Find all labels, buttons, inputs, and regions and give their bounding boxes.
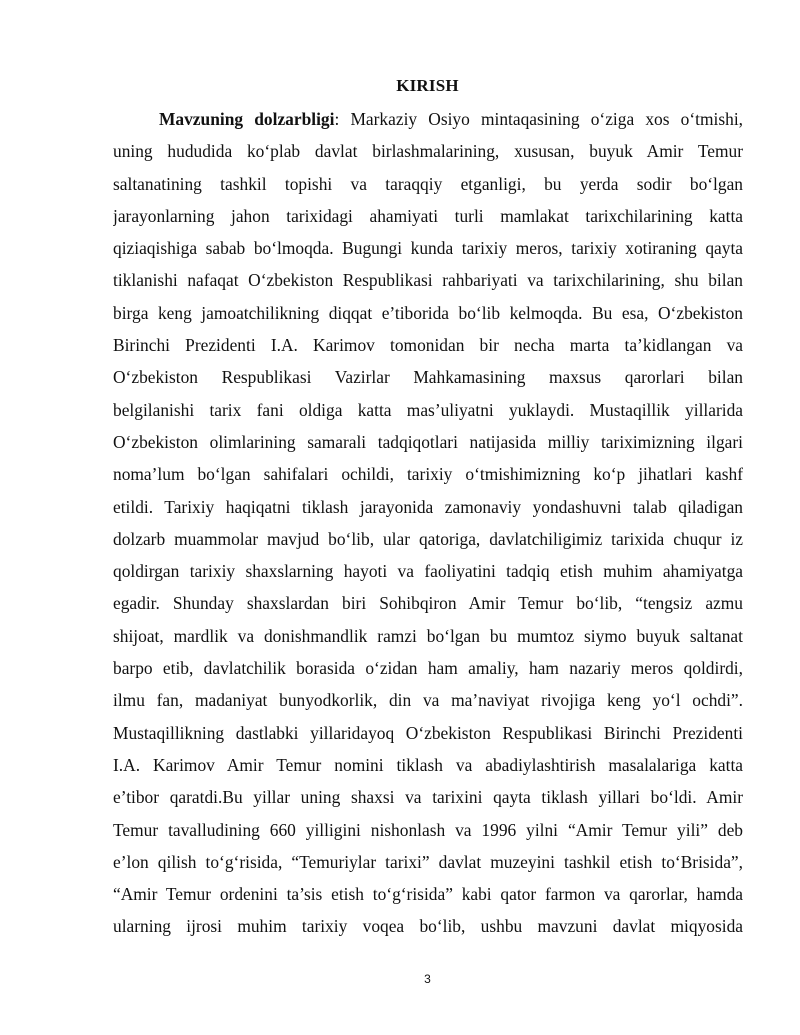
page-number: 3: [424, 972, 431, 986]
text-line: qiziaqishiga sabab bo‘lmoqda. Bugungi kunda tarixiy meros, tarixiy xotiraning qayta: [113, 238, 743, 259]
text-line: barpo etib, davlatchilik borasida o‘zidan ham amaliy, ham nazariy meros qoldirdi,: [113, 658, 743, 679]
text-line: O‘zbekiston Respublikasi Vazirlar Mahkamasining maxsus qarorlari bilan: [113, 367, 743, 388]
lead-rest: : Markaziy Osiyo mintaqasining o‘ziga xos o‘tmishi,: [334, 109, 743, 129]
text-line: etildi. Tarixiy haqiqatni tiklash jarayonida zamonaviy yondashuvni talab qiladigan: [113, 496, 743, 517]
text-line: birga keng jamoatchilikning diqqat e’tiborida bo‘lib kelmoqda. Bu esa, O‘zbekiston: [113, 302, 743, 323]
text-line: “Amir Temur ordenini ta’sis etish to‘g‘risida” kabi qator farmon va qarorlar, hamda: [113, 884, 743, 905]
text-line: e’lon qilish to‘g‘risida, “Temuriylar tarixi” davlat muzeyini tashkil etish to‘Brisida”,: [113, 851, 743, 872]
text-line: saltanatining tashkil topishi va taraqqiy etganligi, bu yerda sodir bo‘lgan: [113, 173, 743, 194]
section-heading: KIRISH: [396, 76, 459, 95]
lead-label: Mavzuning dolzarbligi: [159, 109, 335, 129]
body-text: [113, 107, 743, 947]
paragraph-first-line: [113, 107, 743, 139]
text-line: dolzarb muammolar mavjud bo‘lib, ular qatoriga, davlatchiligimiz tarixida chuqur iz: [113, 528, 743, 549]
text-line: I.A. Karimov Amir Temur nomini tiklash va abadiylashtirish masalalariga katta: [113, 754, 743, 775]
text-line: ularning ijrosi muhim tarixiy voqea bo‘lib, ushbu mavzuni davlat miqyosida: [113, 916, 743, 937]
text-line: O‘zbekiston olimlarining samarali tadqiqotlari natijasida milliy tariximizning ilgari: [113, 431, 743, 452]
text-line: e’tibor qaratdi.Bu yillar uning shaxsi va tarixini qayta tiklash yillari bo‘ldi. Amir: [113, 787, 743, 808]
text-line: qoldirgan tarixiy shaxslarning hayoti va faoliyatini tadqiq etish muhim ahamiyatga: [113, 561, 743, 582]
text-line: uning hududida ko‘plab davlat birlashmalarining, xususan, buyuk Amir Temur: [113, 141, 743, 162]
text-line: ilmu fan, madaniyat bunyodkorlik, din va ma’naviyat rivojiga keng yo‘l ochdi”.: [113, 690, 743, 711]
text-line: belgilanishi tarix fani oldiga katta mas’uliyatni yuklaydi. Mustaqillik yillarida: [113, 399, 743, 420]
text-line: tiklanishi nafaqat O‘zbekiston Respublikasi rahbariyati va tarixchilarining, shu bilan: [113, 270, 743, 291]
text-line: jarayonlarning jahon tarixidagi ahamiyati turli mamlakat tarixchilarining katta: [113, 205, 743, 226]
text-line: noma’lum bo‘lgan sahifalari ochildi, tarixiy o‘tmishimizning ko‘p jihatlari kashf: [113, 464, 743, 485]
text-line: shijoat, mardlik va donishmandlik ramzi bo‘lgan bu mumtoz siymo buyuk saltanat: [113, 625, 743, 646]
text-line: Birinchi Prezidenti I.A. Karimov tomonidan bir necha marta ta’kidlangan va: [113, 335, 743, 356]
text-line: egadir. Shunday shaxslardan biri Sohibqiron Amir Temur bo‘lib, “tengsiz azmu: [113, 593, 743, 614]
text-line: Temur tavalludining 660 yilligini nishonlash va 1996 yilni “Amir Temur yili” deb: [113, 819, 743, 840]
text-line: Mustaqillikning dastlabki yillaridayoq O‘zbekiston Respublikasi Birinchi Prezidenti: [113, 722, 743, 743]
